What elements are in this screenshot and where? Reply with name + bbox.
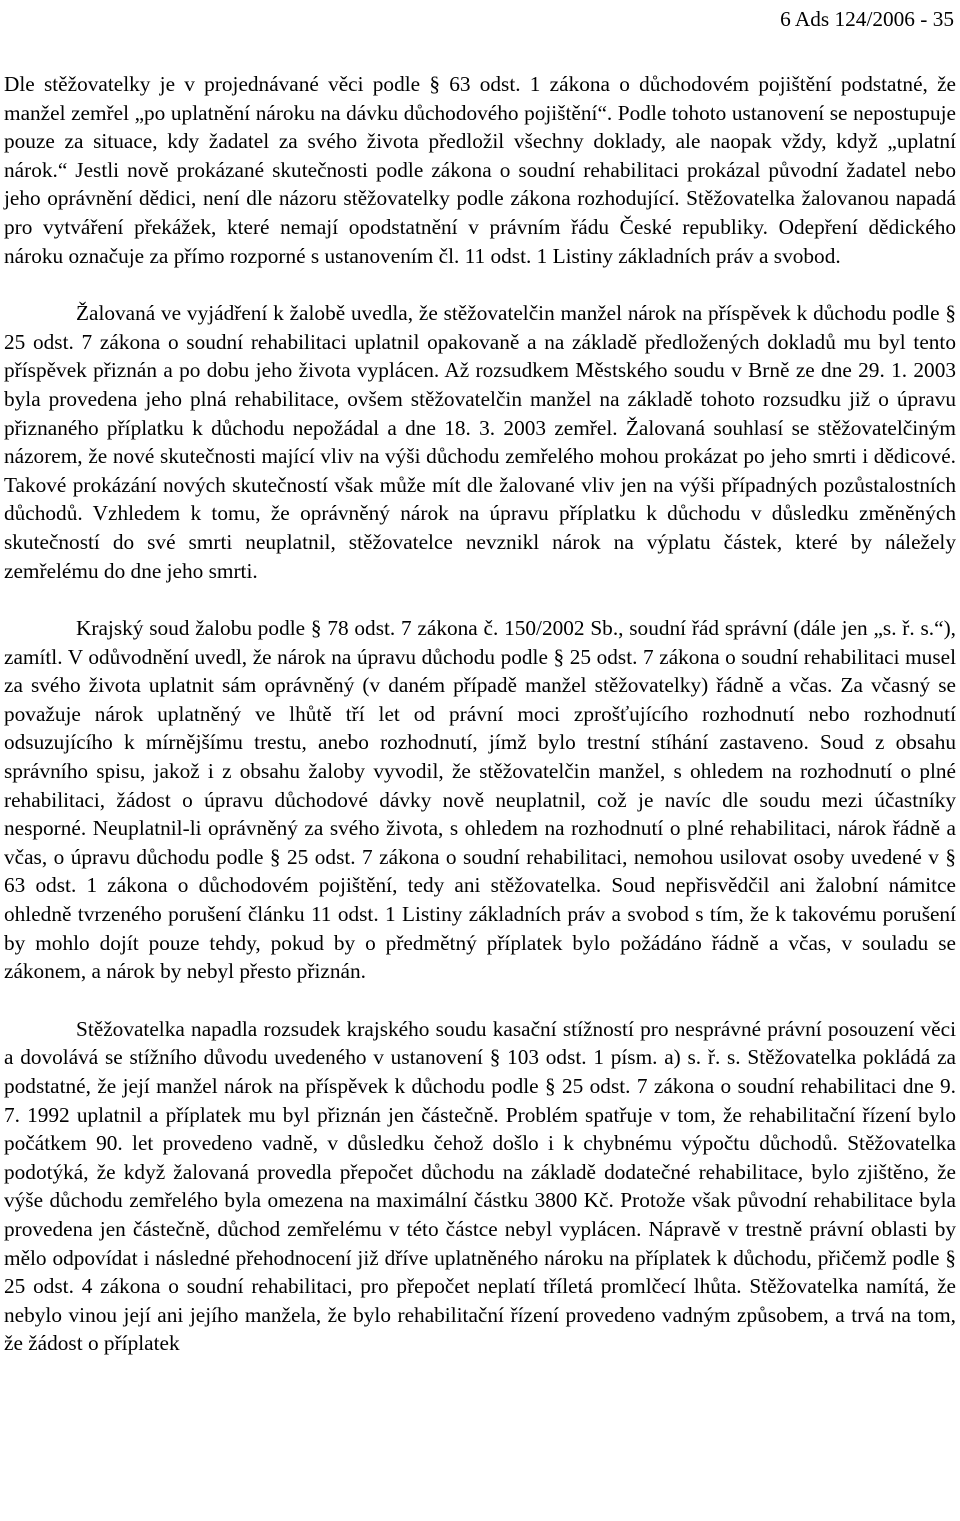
- paragraph-spacer: [4, 986, 956, 1015]
- paragraph-regional-court: Krajský soud žalobu podle § 78 odst. 7 zákona č. 150/2002 Sb., soudní řád správní (dále jen „s. ř. s.“), zamítl. V odůvodnění uvedl, že nárok na úpravu důchodu podle § 25 odst. 7 zákona o soudní rehabilitaci musel za svého života uplatnit sám oprávněný (v daném případě manžel stěžovatelky) řádně a včas. Za včasný se považuje nárok uplatněný ve lhůtě tří let od právní moci zprošťujícího rozhodnutí nebo rozhodnutí odsuzujícího k mírnějšímu trestu, anebo rozhodnutí, jímž bylo trestní stíhání zastaveno. Soud z obsahu správního spisu, jakož i z obsahu žaloby vyvodil, že stěžovatelčin manžel, s ohledem na rozhodnutí o plné rehabilitaci, žádost o úpravu důchodové dávky nově neuplatnil, což je navíc dle soudu mezi účastníky nesporné. Neuplatnil-li oprávněný za svého života, s ohledem na rozhodnutí o plné rehabilitaci, nárok řádně a včas, o úpravu důchodu podle § 25 odst. 7 zákona o soudní rehabilitaci, nemohou usilovat osoby uvedené v § 63 odst. 1 zákona o důchodovém pojištění, tedy ani stěžovatelka. Soud nepřisvědčil ani žalobní námitce ohledně tvrzeného porušení článku 11 odst. 1 Listiny základních práv a svobod s tím, že k takovému porušení by mohlo dojít pouze tehdy, pokud by o předmětný příplatek bylo požádáno řádně a včas, v souladu se zákonem, a nárok by nebyl přesto přiznán.: [4, 616, 956, 984]
- paragraph-spacer: [4, 270, 956, 299]
- paragraph-spacer: [4, 585, 956, 614]
- document-body: [4, 70, 956, 1358]
- paragraph-cassation-complaint: Stěžovatelka napadla rozsudek krajského soudu kasační stížností pro nesprávné právní posouzení věci a dovolává se stížního důvodu uvedeného v ustanovení § 103 odst. 1 písm. a) s. ř. s. Stěžovatelka pokládá za podstatné, že její manžel nárok na příspěvek k důchodu podle § 25 odst. 7 zákona o soudní rehabilitaci dne 9. 7. 1992 uplatnil a příplatek mu byl přiznán jen částečně. Problém spatřuje v tom, že rehabilitační řízení bylo počátkem 90. let provedeno vadně, v důsledku čehož došlo i k chybnému výpočtu důchodů. Stěžovatelka podotýká, že když žalovaná provedla přepočet důchodu na základě dodatečné rehabilitace, bylo zjištěno, že výše důchodu zemřelého byla omezena na maximální částku 3800 Kč. Protože však původní rehabilitace byla provedena jen částečně, důchod zemřelému v této částce nebyl vyplácen. Nápravě v trestně právní oblasti by mělo odpovídat i následné přehodnocení již dříve uplatněného nároku na příplatek k důchodu, přičemž podle § 25 odst. 4 zákona o soudní rehabilitaci, pro přepočet neplatí tříletá promlčecí lhůta. Stěžovatelka namítá, že nebylo vinou její ani jejího manžela, že bylo rehabilitační řízení provedeno vadným způsobem, a trvá na tom, že žádost o příplatek: [4, 1016, 956, 1356]
- paragraph-defendant-statement: Žalovaná ve vyjádření k žalobě uvedla, že stěžovatelčin manžel nárok na příspěvek k důchodu podle § 25 odst. 7 zákona o soudní rehabilitaci uplatnil opakovaně a na základě předložených dokladů mu byl tento příspěvek přiznán a po dobu jeho života vyplácen. Až rozsudkem Městského soudu v Brně ze dne 29. 1. 2003 byla provedena jeho plná rehabilitace, ovšem stěžovatelčin manžel na základě tohoto rozsudku již o úpravu přiznaného příplatku k důchodu nepožádal a dne 18. 3. 2003 zemřel. Žalovaná souhlasí se stěžovatelčiným názorem, že nové skutečnosti mající vliv na výši důchodu zemřelého mohou prokázat po jeho smrti i dědicové. Takové prokázání nových skutečností však může mít dle žalované vliv jen na výši případných pozůstalostních důchodů. Vzhledem k tomu, že oprávněný nárok na úpravu příplatku k důchodu v důsledku změněných skutečností do své smrti neuplatnil, stěžovatelce nevznikl nárok na výplatu částek, které by náležely zemřelému do dne jeho smrti.: [4, 301, 956, 583]
- paragraph-complainant-claim: Dle stěžovatelky je v projednávané věci podle § 63 odst. 1 zákona o důchodovém pojištění podstatné, že manžel zemřel „po uplatnění nároku na dávku důchodového pojištění“. Podle tohoto ustanovení se nepostupuje pouze za situace, kdy žadatel za svého života předložil všechny doklady, ale naopak vždy, když „uplatní nárok.“ Jestli nově prokázané skutečnosti podle zákona o soudní rehabilitaci prokázal původní žadatel nebo jeho oprávnění dědici, není dle názoru stěžovatelky podle zákona rozhodující. Stěžovatelka žalovanou napadá pro vytváření překážek, které nemají opodstatnění v právním řádu České republiky. Odepření dědického nároku označuje za přímo rozporné s ustanovením čl. 11 odst. 1 Listiny základních práv a svobod.: [4, 72, 956, 268]
- case-number-header: 6 Ads 124/2006 - 35: [780, 7, 954, 31]
